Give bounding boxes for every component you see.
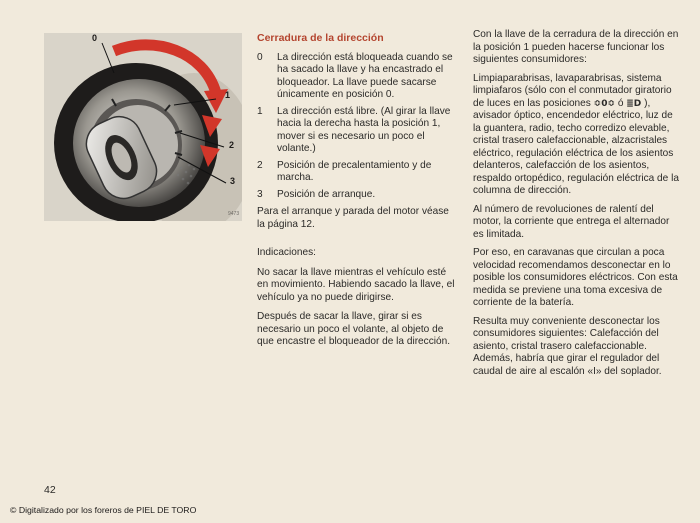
figure-reference-number: 9473 [228, 211, 240, 217]
indicaciones-heading: Indicaciones: [257, 247, 316, 258]
steering-lock-illustration [44, 33, 242, 221]
page-number: 42 [44, 484, 56, 496]
steering-lock-section [257, 32, 455, 354]
item-number: 2 [257, 159, 263, 171]
parking-light-icon: ≎0≎ [593, 98, 616, 109]
reference-paragraph: Para el arranque y parada del motor véase la página 12. [257, 206, 449, 230]
consumers-list-end: ), avisador óptico, encendedor eléctrico, luz de la guantera, radio, techo corredizo elevable, cristal trasero calefaccionable, alzacristales eléctrico, regulación eléctrica de los asientos delanteros, calefacción de los asientos, respaldo ortopédico, regulación eléctrica de la columna de dirección. [473, 97, 679, 196]
idle-current-paragraph: Al número de revoluciones de ralentí del motor, la corriente que entrega el alternador es limitada. [473, 203, 670, 240]
list-item [257, 189, 455, 202]
section-title: Cerradura de la dirección [257, 32, 384, 44]
list-item [257, 160, 455, 185]
consumers-section [473, 29, 679, 383]
list-item [257, 52, 455, 102]
position-label-1: 1 [225, 90, 231, 100]
connector-word: ó [617, 97, 624, 109]
item-text: Posición de precalentamiento y de marcha. [277, 159, 432, 183]
item-number: 1 [257, 105, 263, 117]
consumers-intro: Con la llave de la cerradura de la dirección en la posición 1 pueden hacerse funcionar los siguientes consumidores: [473, 29, 679, 65]
position-label-0: 0 [92, 33, 98, 43]
position-list [257, 52, 455, 202]
item-text: La dirección está libre. (Al girar la llave hacia la derecha hasta la posición 1, mover si es necesario un poco el volante.) [277, 105, 451, 154]
list-item [257, 106, 455, 156]
item-number: 0 [257, 51, 263, 63]
item-number: 3 [257, 188, 263, 200]
disconnect-recommendation-paragraph: Resulta muy conveniente desconectar los consumidores siguientes: Calefacción del asiento, cristal trasero calefaccionable. Además, habría que girar el regulador del caudal de aire al escalón «I» del soplador. [473, 315, 662, 377]
indicaciones-paragraph-2: Después de sacar la llave, girar si es necesario un poco el volante, al objeto de que encastre el bloqueador de la dirección. [257, 311, 451, 347]
low-beam-icon: ≣D [626, 98, 642, 109]
position-label-2: 2 [229, 140, 235, 150]
steering-lock-figure [44, 33, 242, 221]
position-label-3: 3 [230, 176, 236, 186]
traffic-recommendation-paragraph: Por eso, en caravanas que circulan a poca velocidad recomendamos desconectar en lo posible los consumidores eléctricos. Con esta medida se previene una toma excesiva de corriente de la batería. [473, 247, 678, 308]
item-text: La dirección está bloqueada cuando se ha sacado la llave y ha encastrado el bloqueador. La llave puede sacarse únicamente en posición 0. [277, 51, 453, 100]
item-text: Posición de arranque. [277, 188, 376, 200]
consumers-list-start: Limpiaparabrisas, lavaparabrisas, sistema limpiafaros (sólo con el conmutador giratorio de luces en las posiciones [473, 72, 672, 109]
scan-credit-footer: © Digitalizado por los foreros de PIEL DE TORO [10, 505, 197, 515]
indicaciones-paragraph-1: No sacar la llave mientras el vehículo esté en movimiento. Habiendo sacado la llave, el vehículo ya no puede dirigirse. [257, 266, 455, 303]
consumers-list-paragraph [473, 73, 679, 198]
